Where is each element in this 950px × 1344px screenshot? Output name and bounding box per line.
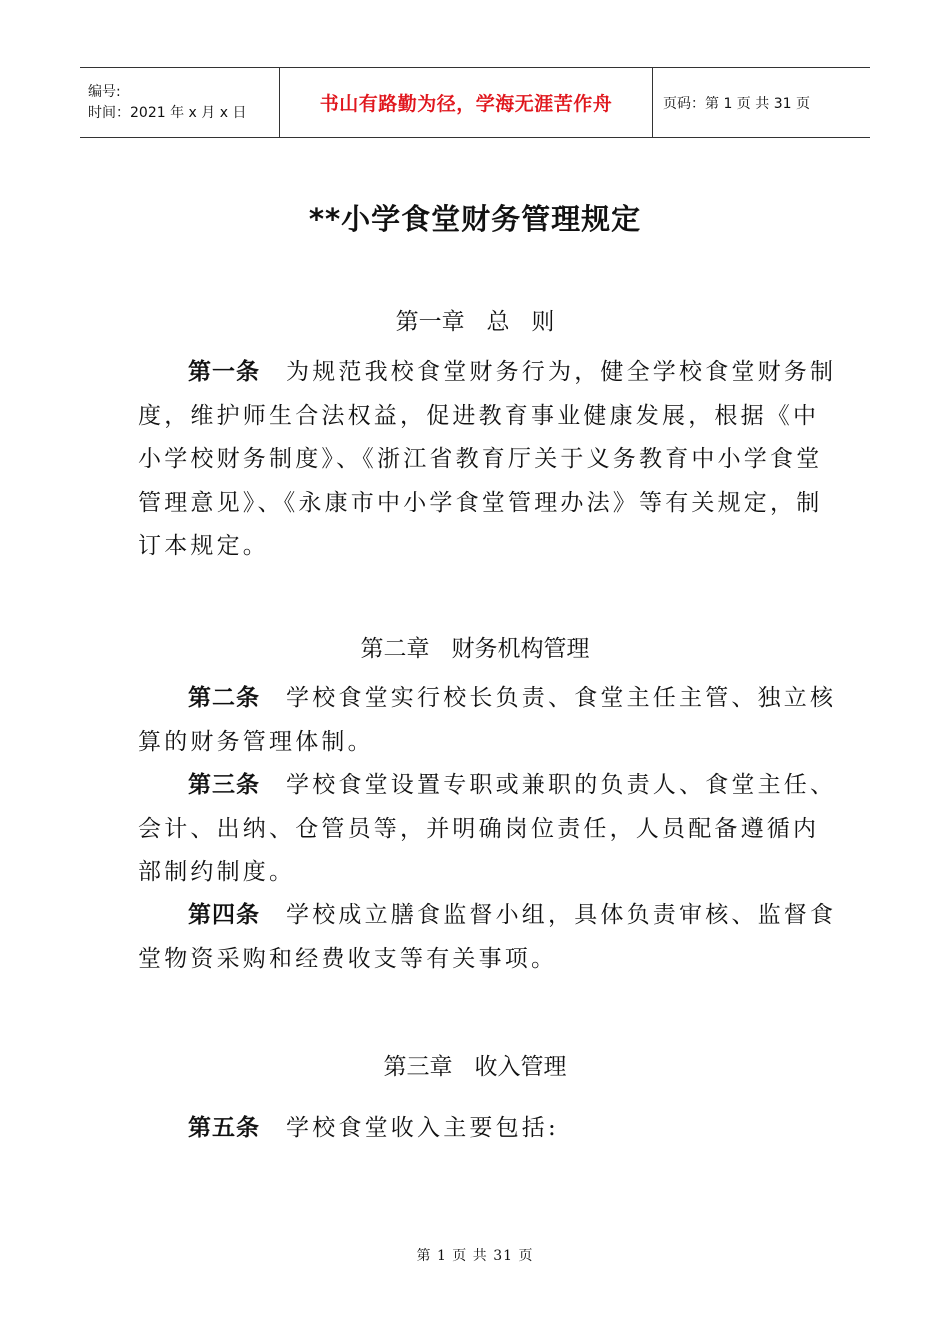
chapter-heading-3: 第三章 收入管理 bbox=[383, 1054, 567, 1080]
number-label: 编号: bbox=[88, 83, 121, 100]
article-2 bbox=[138, 677, 838, 764]
article-text: 学校食堂实行校长负责、食堂主任主管、独立核算的财务管理体制。 bbox=[138, 685, 837, 755]
article-1 bbox=[138, 351, 838, 569]
article-4 bbox=[138, 894, 838, 981]
article-5 bbox=[138, 1107, 838, 1151]
article-text: 为规范我校食堂财务行为，健全学校食堂财务制度，维护师生合法权益，促进教育事业健康发展，根据《中小学校财务制度》、《浙江省教育厅关于义务教育中小学食堂管理意见》、《永康市中小学食堂管理办法》等有关规定，制订本规定。 bbox=[138, 359, 837, 559]
article-label: 第五条 bbox=[188, 1115, 260, 1141]
chapter-heading-1: 第一章 总 则 bbox=[395, 309, 555, 335]
header-page-info: 页码：第 1 页 共 31 页 bbox=[663, 95, 810, 112]
header-table bbox=[80, 67, 870, 138]
motto-text: 书山有路勤为径，学海无涯苦作舟 bbox=[319, 93, 613, 115]
time-label: 时间：2021 年 x 月 x 日 bbox=[88, 104, 247, 121]
document-title: **小学食堂财务管理规定 bbox=[308, 202, 642, 236]
article-text: 学校成立膳食监督小组，具体负责审核、监督食堂物资采购和经费收支等有关事项。 bbox=[138, 902, 837, 972]
article-text: 学校食堂设置专职或兼职的负责人、食堂主任、会计、出纳、仓管员等，并明确岗位责任，人员配备遵循内部制约制度。 bbox=[138, 772, 837, 885]
article-label: 第二条 bbox=[188, 685, 260, 711]
chapter-heading-2: 第二章 财务机构管理 bbox=[360, 636, 590, 662]
header-motto bbox=[280, 68, 653, 137]
article-3 bbox=[138, 764, 838, 895]
page-footer: 第 1 页 共 31 页 bbox=[416, 1248, 534, 1264]
article-label: 第一条 bbox=[188, 359, 260, 385]
article-label: 第三条 bbox=[188, 772, 260, 798]
article-text: 学校食堂收入主要包括: bbox=[286, 1115, 559, 1141]
article-label: 第四条 bbox=[188, 902, 260, 928]
header-meta bbox=[80, 68, 280, 137]
